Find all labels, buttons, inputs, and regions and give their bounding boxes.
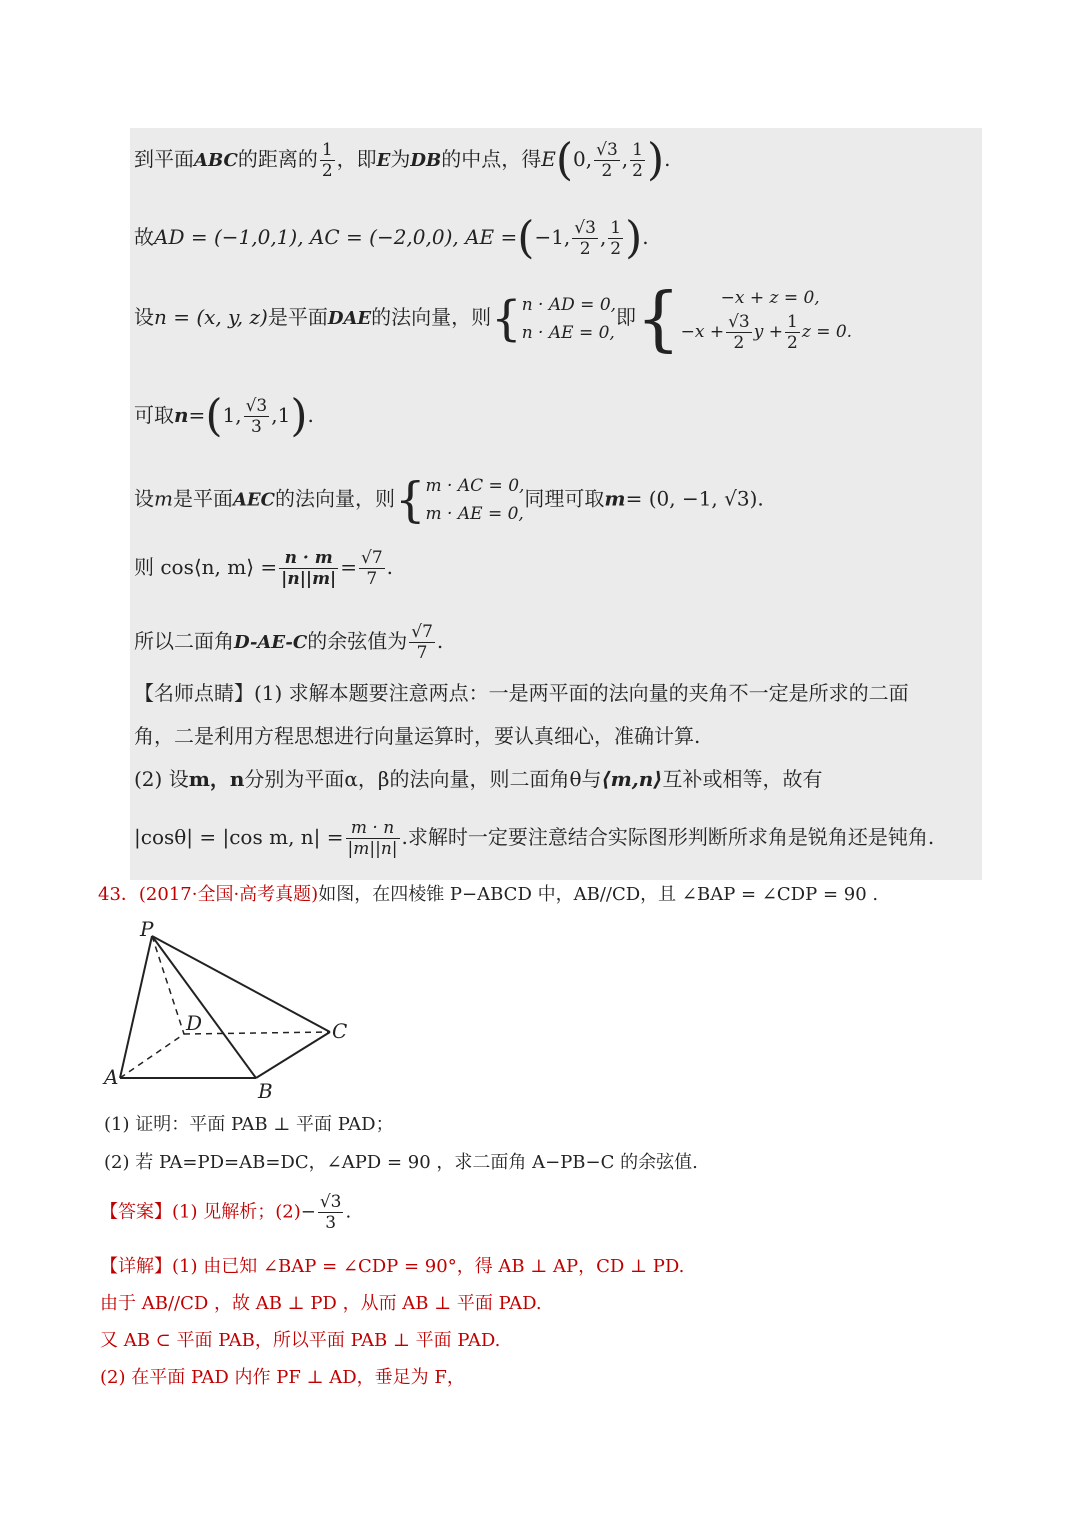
tip-line-3: (2) 设m，n分别为平面α，β的法向量，则二面角θ与⟨m,n⟩互补或相等，故有 xyxy=(134,767,823,791)
label-A: A xyxy=(104,1065,119,1089)
tip-line-2: 角，二是利用方程思想进行向量运算时，要认真细心，准确计算. xyxy=(134,724,701,748)
text: DB xyxy=(410,150,442,171)
text: 的中点，得 xyxy=(441,147,542,171)
fraction: $\frac{√7}{7}$ xyxy=(411,622,433,663)
solution-line-7: 所以二面角D-AE-C的余弦值为 $\frac{√7}{7}$ . xyxy=(134,622,444,663)
question-text: 如图，在四棱锥 P−ABCD 中，AB//CD，且 ∠BAP = ∠CDP = 90 . xyxy=(318,884,879,905)
part-2: (2) 若 PA=PD=AB=DC，∠APD = 90 ，求二面角 A−PB−C 的余弦值. xyxy=(104,1152,698,1173)
text: 故 xyxy=(134,225,154,249)
label-P: P xyxy=(140,918,154,941)
detail-line-4: (2) 在平面 PAD 内作 PF ⊥ AD，垂足为 F， xyxy=(100,1367,465,1388)
detail-line-1: 【详解】(1) 由已知 ∠BAP = ∠CDP = 90°，得 AB ⊥ AP，CD ⊥ PD. xyxy=(100,1256,685,1277)
equation-system: m · AC = 0, m · AE = 0, xyxy=(425,476,525,524)
text: 到平面 xyxy=(134,147,194,171)
fraction: $\frac{√3}{3}$ xyxy=(319,1192,342,1233)
equation-system: −x + z = 0, −x + $\frac{√3}{2}$ y + $\frac{1}{2}$ z = 0. xyxy=(680,288,853,353)
label-D: D xyxy=(186,1011,203,1035)
question-number: 43．(2017·全国·高考真题) xyxy=(98,884,319,905)
text: E xyxy=(376,150,391,171)
fraction: $\frac{√3}{2}$ xyxy=(574,218,596,259)
label-B: B xyxy=(258,1079,273,1103)
answer-line: 【答案】(1) 见解析；(2)− $\frac{√3}{3}$ . xyxy=(100,1192,352,1233)
equation-system: n · AD = 0, n · AE = 0, xyxy=(521,294,617,343)
label-C: C xyxy=(332,1019,348,1043)
solution-line-2: 故AD = (−1,0,1), AC = (−2,0,0), AE =(−1, $\frac{√3}{2}$ , $\frac{1}{2}$ ). xyxy=(134,212,649,264)
fraction: $\frac{√7}{7}$ xyxy=(361,548,383,589)
fraction: $\frac{1}{2}$ xyxy=(321,140,333,181)
solution-line-1: 到平面ABC的距离的 $\frac{1}{2}$ ，即E为DB的中点，得E(0, $\frac{√3}{2}$ , $\frac{1}{2}$ ). xyxy=(134,134,671,186)
fraction: $\frac{1}{2}$ xyxy=(632,140,643,181)
solution-line-5: 设m是平面AEC的法向量，则{ m · AC = 0, m · AE = 0, 同理可取m= (0, −1, √3). xyxy=(134,472,764,528)
tip-line-1: 【名师点睛】(1) 求解本题要注意两点：一是两平面的法向量的夹角不一定是所求的二面 xyxy=(134,681,909,705)
fraction: $\frac{m \cdot n}{|m||n|}$ xyxy=(347,818,398,859)
text: ，即 xyxy=(336,147,377,171)
text: ABC xyxy=(194,150,238,171)
solution-line-6: 则 cos⟨n, m⟩ = $\frac{n \cdot m}{|n||m|}$ = $\frac{√7}{7}$ . xyxy=(134,548,394,589)
fraction: $\frac{1}{2}$ xyxy=(610,218,622,259)
tip-line-4: |cosθ| = |cos m, n| = $\frac{m \cdot n}{|m||n|}$ .求解时一定要注意结合实际图形判断所求角是锐角还是钝角. xyxy=(134,818,935,859)
detail-line-3: 又 AB ⊂ 平面 PAB，所以平面 PAB ⊥ 平面 PAD. xyxy=(100,1330,501,1351)
text: E xyxy=(541,147,556,171)
detail-line-2: 由于 AB//CD ，故 AB ⊥ PD ，从而 AB ⊥ 平面 PAD. xyxy=(100,1293,542,1314)
answer-label: 【答案】 xyxy=(100,1201,172,1223)
solution-line-4: 可取n=(1, $\frac{√3}{3}$ ,1). xyxy=(134,390,314,442)
fraction: $\frac{n \cdot m}{|n||m|}$ xyxy=(281,548,337,589)
text: AD = (−1,0,1), AC = (−2,0,0), AE = xyxy=(154,225,518,249)
fraction: $\frac{√3}{2}$ xyxy=(596,140,618,181)
question-43 xyxy=(98,882,878,908)
solution-line-3: 设n = (x, y, z)是平面DAE的法向量，则{ n · AD = 0, n · AE = 0, 即{ −x + z = 0, −x + $\frac{√3}{2}$ y + $\frac{1}{2}$ z = 0. xyxy=(134,277,853,360)
part-1: (1) 证明：平面 PAB ⊥ 平面 PAD； xyxy=(104,1114,394,1135)
fraction: $\frac{√3}{3}$ xyxy=(245,396,268,437)
pyramid-figure xyxy=(96,918,366,1108)
text: 的距离的 xyxy=(237,147,318,171)
text: 为 xyxy=(390,147,411,171)
